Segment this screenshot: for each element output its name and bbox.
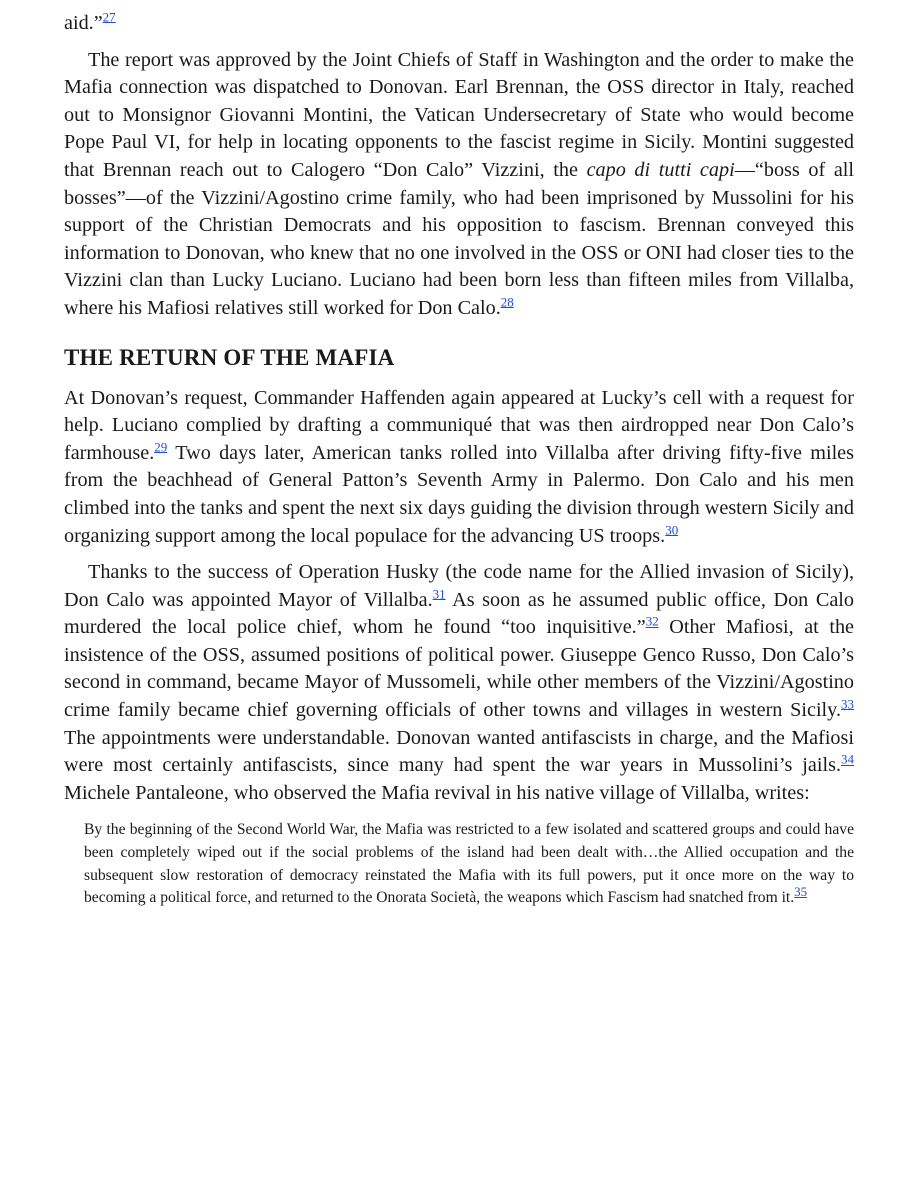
paragraph-donovan-request (64, 385, 854, 551)
footnote-link-29[interactable]: 29 (154, 438, 168, 454)
paragraph-text: The report was approved by the Joint Chiefs of Staff in Washington and the order to make the Mafia connection was dispatched to Donovan. Earl Brennan, the OSS director in Italy, reached out to Monsignor Giovanni Montini, the Vatican Undersecretary of State who would become Pope Paul VI, for help in locating opponents to the fascist regime in Sicily. Montini suggested that Brennan reach out to Calogero “Don Calo” Vizzini, the (64, 48, 854, 181)
paragraph-text: Michele Pantaleone, who observed the Mafia revival in his native village of Villalba, writes: (64, 781, 810, 804)
paragraph-continuation (64, 0, 854, 38)
paragraph-report (64, 47, 854, 323)
block-quote (84, 819, 854, 909)
paragraph-text: aid.” (64, 12, 103, 34)
footnote-link-34[interactable]: 34 (841, 751, 854, 767)
footnote-link-30[interactable]: 30 (665, 521, 679, 537)
footnote-link-28[interactable]: 28 (500, 294, 514, 310)
paragraph-text: —“boss of all bosses”—of the Vizzini/Agostino crime family, who had been imprisoned by Mussolini for his support of the Christian Democrats and his opposition to fascism. Brennan conveyed this information to Donovan, who knew that no one involved in the OSS or ONI had closer ties to the Vizzini clan than Lucky Luciano. Luciano had been born less than fifteen miles from Villalba, where his Mafiosi relatives still worked for Don Calo. (64, 158, 855, 319)
paragraph-text: At Donovan’s request, Commander Haffenden again appeared at Lucky’s cell with a request for help. Luciano complied by drafting a communiqué that was then airdropped near Don Calo’s farmhouse. (64, 386, 854, 464)
book-page (64, 0, 854, 910)
section-heading: THE RETURN OF THE MAFIA (64, 344, 395, 370)
paragraph-operation-husky (64, 559, 854, 807)
paragraph-text: The appointments were understandable. Donovan wanted antifascists in charge, and the Mafiosi were most certainly antifascists, since many had spent the war years in Mussolini’s jails. (64, 726, 854, 777)
paragraph-text: Thanks to the success of Operation Husky (the code name for the Allied invasion of Sicily), Don Calo was appointed Mayor of Villalba. (64, 561, 854, 611)
paragraph-text: Two days later, American tanks rolled into Villalba after driving fifty-five miles from the beachhead of General Patton’s Seventh Army in Palermo. Don Calo and his men climbed into the tanks and spent the next six days guiding the division through western Sicily and organizing support among the local populace for the advancing US troops. (64, 441, 854, 547)
quote-text: By the beginning of the Second World War, the Mafia was restricted to a few isolated and scattered groups and could have been completely wiped out if the social problems of the island had been dealt with…the Allied occupation and the subsequent slow restoration of democracy reinstated the Mafia with its full powers, put it once more on the way to becoming a political force, and returned to the Onorata Società, the weapons which Fascism had snatched from it. (84, 821, 854, 907)
footnote-link-27[interactable]: 27 (102, 9, 116, 25)
paragraph-text: As soon as he assumed public office, Don Calo murdered the local police chief, whom he found “too inquisitive.” (64, 588, 854, 639)
paragraph-text: Other Mafiosi, at the insistence of the OSS, assumed positions of political power. Giuseppe Genco Russo, Don Calo’s second in command, became Mayor of Mussomeli, while other members of the Vizzini/Agostino crime family became chief governing officials of other towns and villages in western Sicily. (64, 616, 854, 722)
footnote-link-33[interactable]: 33 (841, 696, 854, 712)
footnote-link-35[interactable]: 35 (794, 884, 808, 900)
footnote-link-31[interactable]: 31 (432, 585, 446, 601)
italic-phrase: capo di tutti capi (586, 158, 735, 181)
footnote-link-32[interactable]: 32 (645, 613, 659, 629)
